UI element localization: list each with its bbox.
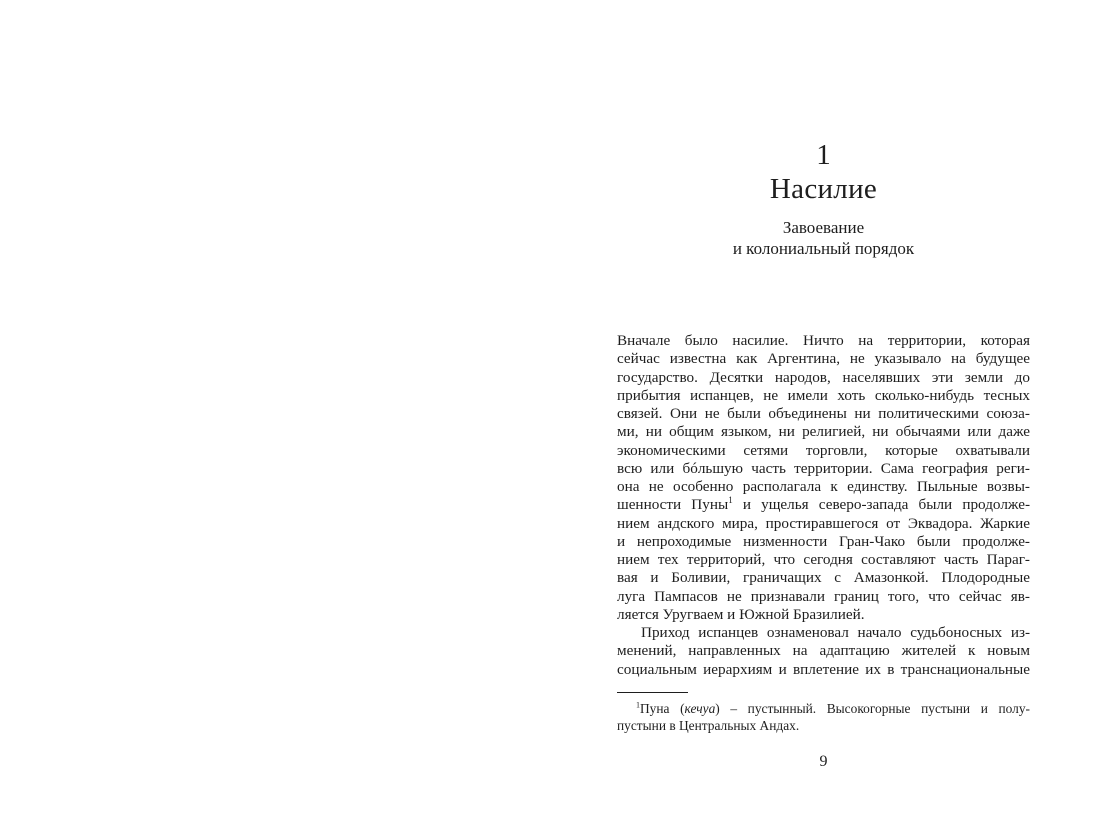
body-line: нием тех территорий, что сегодня составляют часть Параг-	[617, 551, 1030, 568]
body-line: прибытия испанцев, не имели хоть сколько-нибудь тесных	[617, 386, 1030, 404]
footnote-reference[interactable]: 1	[728, 495, 733, 506]
footnote-line: пустыни в Центральных Андах.	[617, 718, 800, 733]
chapter-number: 1	[816, 139, 831, 171]
body-line-part: шенности Пуны	[617, 496, 729, 514]
body-line-paragraph-end: ляется Уругваем и Южной Бразилией.	[617, 605, 865, 623]
body-line: вая и Боливии, граничащих с Амазонкой. Плодородные	[617, 569, 1030, 587]
footnote-divider	[617, 692, 688, 693]
body-line: менений, направленных на адаптацию жителей к новым	[617, 642, 1030, 660]
body-line: и непроходимые низменности Гран-Чако были продолже-	[617, 532, 1030, 550]
body-line-paragraph-start: Приход испанцев ознаменовал начало судьбоносных из-	[641, 624, 1030, 641]
footnote-language-italic: кечуа	[684, 701, 716, 716]
body-text	[617, 332, 1030, 679]
body-line: всю или бóльшую часть территории. Сама география реги-	[617, 459, 1030, 477]
body-line-with-footnote-ref	[617, 496, 1030, 514]
footnote-line	[617, 700, 1030, 717]
chapter-subtitle-line-2: и колониальный порядок	[732, 239, 915, 258]
body-line: экономическими сетями торговли, которые охватывали	[617, 441, 1030, 459]
body-line: социальным иерархиям и вплетение их в транснациональные	[617, 660, 1030, 678]
body-line: ми, ни общим языком, ни религией, ни обычаями или даже	[617, 423, 1030, 441]
footnote-term: Пуна (	[640, 701, 685, 716]
body-line: она не особенно располагала к единству. Пыльные возвы-	[617, 478, 1030, 495]
chapter-subtitle	[617, 217, 1030, 259]
body-line: сейчас известна как Аргентина, не указывало на будущее	[617, 350, 1030, 368]
body-line-part: и ущелья северо-запада были продолже-	[732, 496, 1031, 514]
body-line: государство. Десятки народов, населявших эти земли до	[617, 368, 1030, 386]
chapter-heading	[617, 138, 1030, 259]
footnote-mark: 1	[636, 700, 640, 710]
chapter-title: Насилие	[769, 173, 878, 205]
body-line: связей. Они не были объединены ни политическими союза-	[617, 405, 1030, 422]
footnote-definition: ) – пустынный. Высокогорные пустыни и полу-	[715, 701, 1030, 716]
page-number: 9	[819, 753, 828, 770]
body-line: луга Пампасов не признавали границ того, что сейчас яв-	[617, 587, 1030, 605]
body-line: нием андского мира, простиравшегося от Эквадора. Жаркие	[617, 514, 1030, 532]
chapter-subtitle-line-1: Завоевание	[782, 218, 865, 237]
footnote	[617, 700, 1030, 734]
body-line: Вначале было насилие. Ничто на территории, которая	[617, 332, 1030, 349]
